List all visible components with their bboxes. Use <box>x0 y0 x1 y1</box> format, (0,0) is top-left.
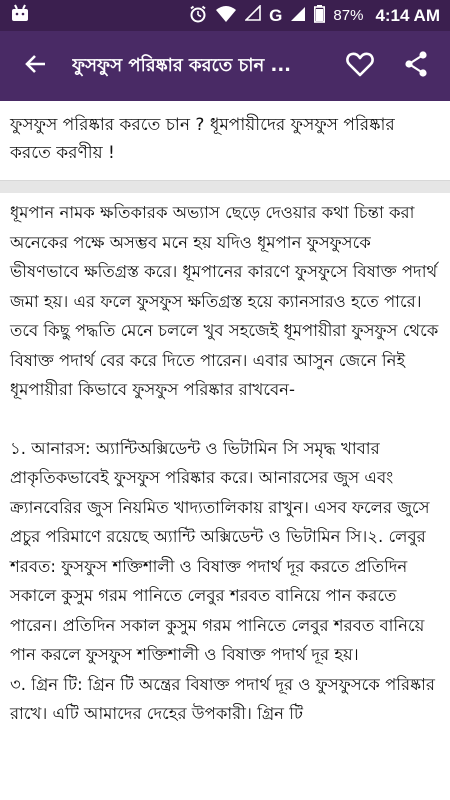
network-type: G <box>269 5 283 25</box>
app-bar <box>0 31 450 101</box>
article-intro: ধূমপান নামক ক্ষতিকারক অভ্যাস ছেড়ে দেওয়ার কথা চিন্তা করা অনেকের পক্ষে অসম্ভব মনে হয় যদিও ধূমপান ফুসফুসকে ভীষণভাবে ক্ষতিগ্রস্ত করে। ধূমপানের কারণে ফুসফুসে বিষাক্ত পদার্থ জমা হয়। এর ফলে ফুসফুস ক্ষতিগ্রস্ত হয়ে ক্যানসারও হতে পারে। তবে কিছু পদ্ধতি মেনে চললে খুব সহজেই ধূমপায়ীরা ফুসফুস থেকে বিষাক্ত পদার্থ বের করে দিতে পারেন। এবার আসুন জেনে নিই ধূমপায়ীরা কিভাবে ফুসফুস পরিষ্কার রাখবেন- <box>10 203 439 399</box>
battery-icon <box>314 5 325 27</box>
arrow-back-icon <box>24 52 48 80</box>
article-title-card <box>0 101 450 181</box>
signal-bars-icon <box>290 6 306 26</box>
article-point-1: ১. আনারস: অ্যান্টিঅক্সিডেন্ট ও ভিটামিন সি সমৃদ্ধ খাবার প্রাকৃতিকভাবেই ফুসফুস পরিষ্কার করে। আনারসের জুস এবং ক্র্যানবেরির জুস নিয়মিত খাদ্যতালিকায় রাখুন। এসব ফলের জুসে প্রচুর পরিমাণে রয়েছে অ্যান্টি অক্সিডেন্ট ও ভিটামিন সি।২. লেবুর শরবত: ফুসফুস শক্তিশালী ও বিষাক্ত পদার্থ দূর করতে প্রতিদিন সকালে কুসুম গরম পানিতে লেবুর শরবত বানিয়ে পান করতে পারেন। প্রতিদিন সকাল কুসুম গরম পানিতে লেবুর শরবত বানিয়ে পান করলে ফুসফুস শক্তিশালী ও বিষাক্ত পদার্থ দূর হয়। <box>10 438 430 664</box>
heart-outline-icon <box>346 51 374 81</box>
android-notification-icon <box>10 4 30 27</box>
battery-percent: 87% <box>333 7 364 24</box>
status-left <box>10 4 30 27</box>
divider <box>0 181 450 193</box>
article-point-3: ৩. গ্রিন টি: গ্রিন টি অন্ত্রের বিষাক্ত পদার্থ দূর ও ফুসফুসকে পরিষ্কার রাখে। এটি আমাদের দেহের উপকারী। গ্রিন টি <box>10 674 435 723</box>
share-button[interactable] <box>388 38 444 94</box>
wifi-icon <box>215 5 237 27</box>
cell-signal-icon <box>245 5 261 26</box>
page-title: ফুসফুস পরিষ্কার করতে চান ... <box>72 54 292 76</box>
paragraph-spacer <box>10 405 442 434</box>
clock: 4:14 AM <box>375 5 440 25</box>
article-body[interactable] <box>0 193 450 800</box>
share-icon <box>404 51 428 81</box>
status-bar <box>0 0 450 31</box>
favorite-button[interactable] <box>332 38 388 94</box>
back-button[interactable] <box>8 38 64 94</box>
alarm-icon <box>189 5 207 27</box>
status-right <box>189 5 440 27</box>
article-title: ফুসফুস পরিষ্কার করতে চান ? ধূমপায়ীদের ফুসফুস পরিষ্কার করতে করণীয় ! <box>10 115 395 163</box>
